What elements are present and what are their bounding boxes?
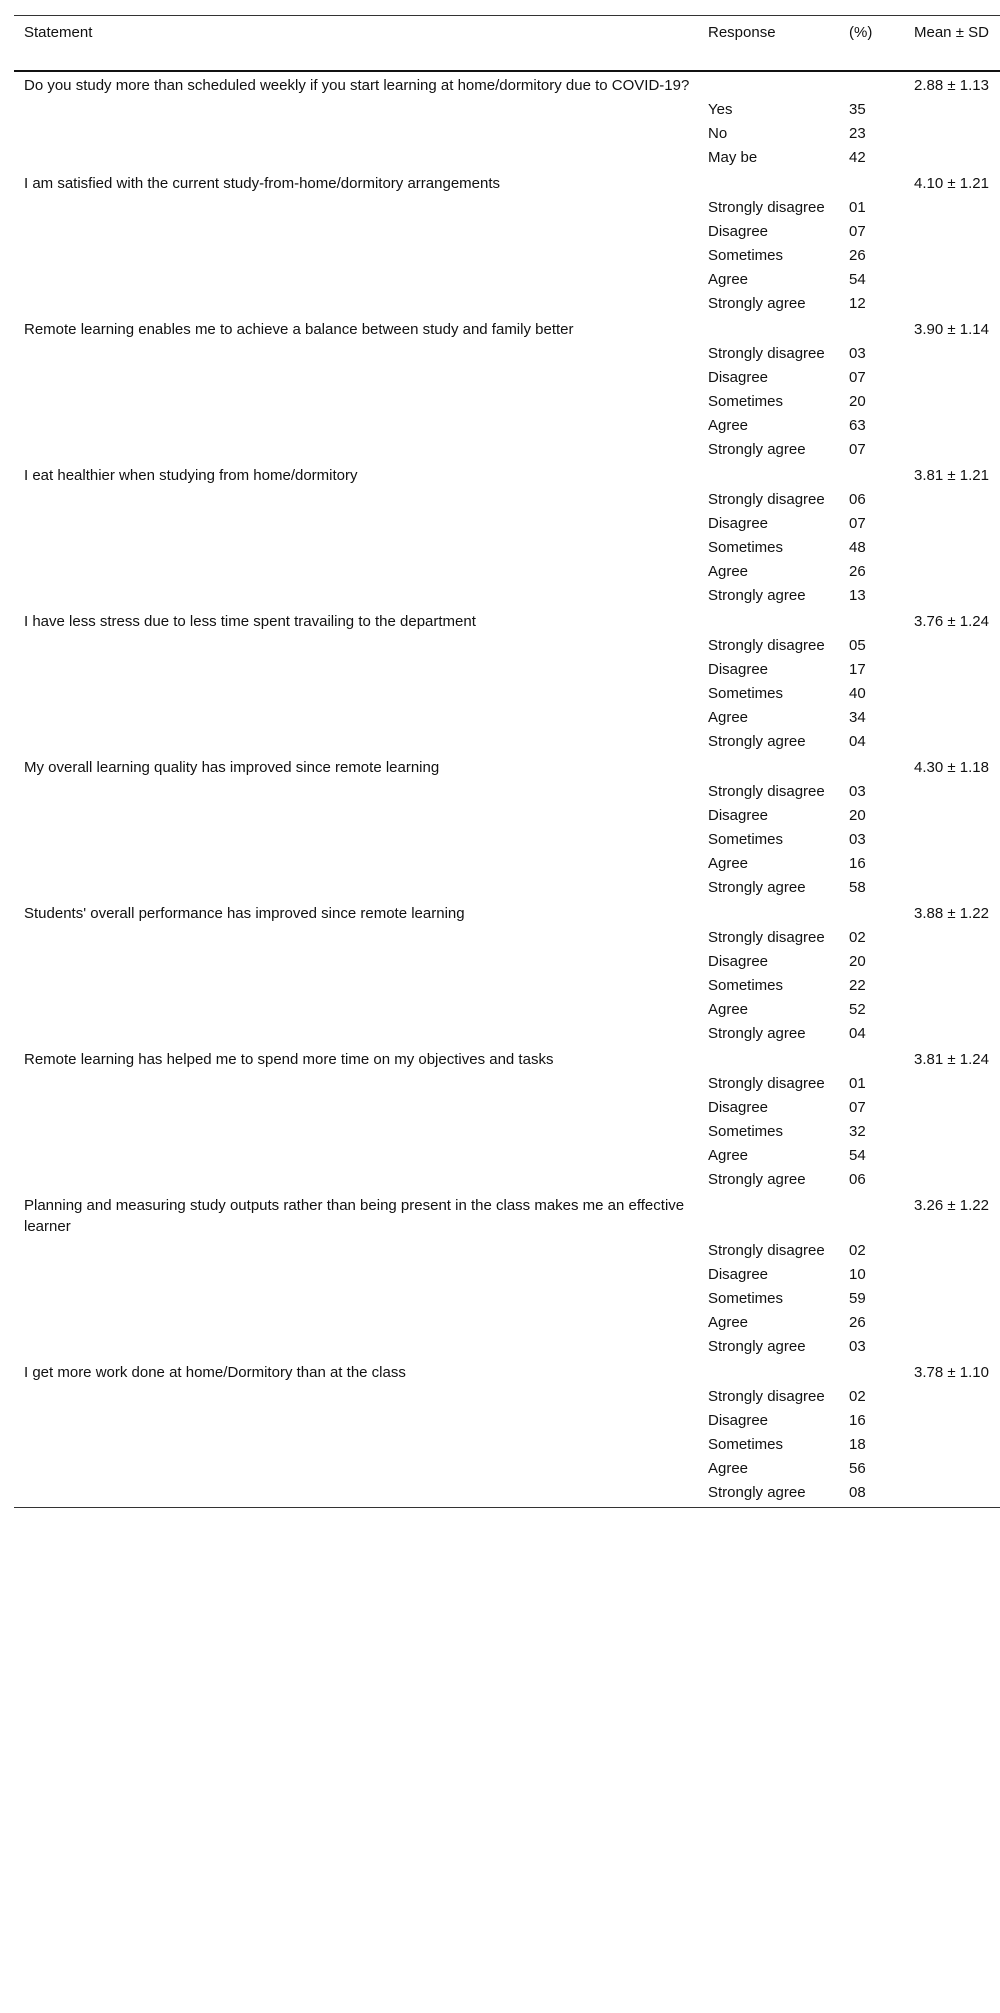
percent-cell-empty xyxy=(839,754,904,780)
statement-cell-empty xyxy=(14,268,698,292)
response-label: Disagree xyxy=(708,953,769,970)
response-percent: 07 xyxy=(849,515,866,532)
response-row xyxy=(14,1311,1000,1335)
statement-cell-empty xyxy=(14,146,698,170)
response-row xyxy=(14,1481,1000,1508)
mean-sd-cell: 3.78 ± 1.10 xyxy=(914,1364,989,1381)
mean-sd-cell-empty xyxy=(904,634,1000,658)
mean-sd-cell-empty xyxy=(904,974,1000,998)
response-row xyxy=(14,342,1000,366)
mean-sd-cell-empty xyxy=(904,1263,1000,1287)
statement-cell-empty xyxy=(14,536,698,560)
statement-cell-empty xyxy=(14,1311,698,1335)
response-label: Sometimes xyxy=(708,1436,784,1453)
response-row xyxy=(14,828,1000,852)
mean-sd-cell-empty xyxy=(904,366,1000,390)
statement-cell: I am satisfied with the current study-from-home/dormitory arrangements xyxy=(24,175,501,192)
response-cell-empty xyxy=(698,1192,839,1239)
mean-sd-cell: 4.10 ± 1.21 xyxy=(914,175,989,192)
response-row xyxy=(14,1120,1000,1144)
mean-sd-cell-empty xyxy=(904,876,1000,900)
response-cell-empty xyxy=(698,1359,839,1385)
response-label: Strongly disagree xyxy=(708,345,825,362)
response-cell-empty xyxy=(698,170,839,196)
statement-cell-empty xyxy=(14,244,698,268)
response-label: Sometimes xyxy=(708,539,784,556)
statement-row xyxy=(14,1359,1000,1385)
response-label: Disagree xyxy=(708,1099,769,1116)
response-label: Strongly disagree xyxy=(708,929,825,946)
response-percent: 04 xyxy=(849,1025,866,1042)
response-row xyxy=(14,682,1000,706)
response-label: Strongly agree xyxy=(708,587,806,604)
mean-sd-cell-empty xyxy=(904,1481,1000,1508)
mean-sd-cell-empty xyxy=(904,98,1000,122)
response-percent: 59 xyxy=(849,1290,866,1307)
response-row xyxy=(14,1385,1000,1409)
statement-cell-empty xyxy=(14,488,698,512)
statement-cell: Students' overall performance has improved since remote learning xyxy=(24,905,465,922)
response-label: Agree xyxy=(708,563,749,580)
statement-cell-empty xyxy=(14,342,698,366)
mean-sd-cell-empty xyxy=(904,1433,1000,1457)
mean-sd-cell-empty xyxy=(904,1144,1000,1168)
mean-sd-cell-empty xyxy=(904,658,1000,682)
response-label: Agree xyxy=(708,1314,749,1331)
mean-sd-cell: 2.88 ± 1.13 xyxy=(914,77,989,94)
response-row xyxy=(14,1287,1000,1311)
mean-sd-cell-empty xyxy=(904,852,1000,876)
statement-cell-empty xyxy=(14,804,698,828)
response-percent: 02 xyxy=(849,929,866,946)
mean-sd-cell-empty xyxy=(904,196,1000,220)
response-label: Sometimes xyxy=(708,1123,784,1140)
response-row xyxy=(14,780,1000,804)
response-percent: 54 xyxy=(849,271,866,288)
response-percent: 52 xyxy=(849,1001,866,1018)
mean-sd-cell-empty xyxy=(904,536,1000,560)
mean-sd-cell-empty xyxy=(904,292,1000,316)
statement-cell-empty xyxy=(14,780,698,804)
response-label: Strongly agree xyxy=(708,1171,806,1188)
table-header xyxy=(14,16,1000,72)
statement-cell-empty xyxy=(14,998,698,1022)
statement-cell-empty xyxy=(14,1239,698,1263)
mean-sd-cell-empty xyxy=(904,512,1000,536)
response-label: Strongly agree xyxy=(708,879,806,896)
statement-cell-empty xyxy=(14,828,698,852)
response-label: Strongly agree xyxy=(708,1484,806,1501)
response-label: Strongly disagree xyxy=(708,783,825,800)
mean-sd-cell-empty xyxy=(904,1239,1000,1263)
response-label: Disagree xyxy=(708,1412,769,1429)
mean-sd-cell-empty xyxy=(904,1096,1000,1120)
survey-results-table xyxy=(14,15,1000,1508)
response-row xyxy=(14,1022,1000,1046)
mean-sd-cell-empty xyxy=(904,414,1000,438)
statement-cell: Planning and measuring study outputs rather than being present in the class makes me an effective learner xyxy=(24,1197,685,1235)
statement-cell-empty xyxy=(14,974,698,998)
response-percent: 12 xyxy=(849,295,866,312)
mean-sd-cell-empty xyxy=(904,706,1000,730)
percent-cell-empty xyxy=(839,1046,904,1072)
response-row xyxy=(14,146,1000,170)
response-row xyxy=(14,488,1000,512)
response-row xyxy=(14,804,1000,828)
mean-sd-cell: 3.88 ± 1.22 xyxy=(914,905,989,922)
statement-row xyxy=(14,1192,1000,1239)
response-percent: 42 xyxy=(849,149,866,166)
statement-cell-empty xyxy=(14,658,698,682)
response-label: Strongly disagree xyxy=(708,1242,825,1259)
response-cell-empty xyxy=(698,608,839,634)
percent-cell-empty xyxy=(839,71,904,98)
statement-cell-empty xyxy=(14,876,698,900)
response-percent: 34 xyxy=(849,709,866,726)
response-row xyxy=(14,730,1000,754)
response-row xyxy=(14,1263,1000,1287)
statement-cell-empty xyxy=(14,1072,698,1096)
response-label: Strongly disagree xyxy=(708,491,825,508)
response-percent: 63 xyxy=(849,417,866,434)
mean-sd-cell: 3.81 ± 1.21 xyxy=(914,467,989,484)
statement-cell-empty xyxy=(14,926,698,950)
response-row xyxy=(14,1239,1000,1263)
statement-cell-empty xyxy=(14,1022,698,1046)
response-row xyxy=(14,1096,1000,1120)
statement-cell: I get more work done at home/Dormitory than at the class xyxy=(24,1364,406,1381)
statement-cell-empty xyxy=(14,1335,698,1359)
statement-row xyxy=(14,316,1000,342)
header-row xyxy=(14,16,1000,72)
statement-cell: Remote learning enables me to achieve a balance between study and family better xyxy=(24,321,574,338)
mean-sd-cell-empty xyxy=(904,560,1000,584)
response-percent: 26 xyxy=(849,247,866,264)
response-row xyxy=(14,706,1000,730)
mean-sd-cell: 3.81 ± 1.24 xyxy=(914,1051,989,1068)
response-row xyxy=(14,1409,1000,1433)
percent-cell-empty xyxy=(839,608,904,634)
response-percent: 17 xyxy=(849,661,866,678)
response-label: Agree xyxy=(708,271,749,288)
statement-cell-empty xyxy=(14,584,698,608)
response-percent: 40 xyxy=(849,685,866,702)
mean-sd-cell-empty xyxy=(904,1311,1000,1335)
response-label: Strongly agree xyxy=(708,441,806,458)
response-percent: 32 xyxy=(849,1123,866,1140)
percent-cell-empty xyxy=(839,170,904,196)
statement-cell-empty xyxy=(14,438,698,462)
response-row xyxy=(14,560,1000,584)
response-cell-empty xyxy=(698,462,839,488)
response-label: Sometimes xyxy=(708,977,784,994)
statement-cell-empty xyxy=(14,1096,698,1120)
statement-cell-empty xyxy=(14,1409,698,1433)
percent-cell-empty xyxy=(839,900,904,926)
response-row xyxy=(14,1168,1000,1192)
statement-cell-empty xyxy=(14,1385,698,1409)
response-row xyxy=(14,950,1000,974)
response-row xyxy=(14,512,1000,536)
statement-row xyxy=(14,754,1000,780)
response-label: Sometimes xyxy=(708,393,784,410)
response-label: Disagree xyxy=(708,369,769,386)
mean-sd-cell-empty xyxy=(904,488,1000,512)
response-label: No xyxy=(708,125,728,142)
mean-sd-cell-empty xyxy=(904,220,1000,244)
percent-cell-empty xyxy=(839,1192,904,1239)
response-percent: 02 xyxy=(849,1388,866,1405)
response-percent: 01 xyxy=(849,199,866,216)
mean-sd-cell: 3.76 ± 1.24 xyxy=(914,613,989,630)
response-label: Yes xyxy=(708,101,733,118)
percent-cell-empty xyxy=(839,316,904,342)
response-label: Agree xyxy=(708,1001,749,1018)
statement-cell-empty xyxy=(14,560,698,584)
statement-cell: Do you study more than scheduled weekly if you start learning at home/dormitory due to COVID-19? xyxy=(24,77,690,94)
response-percent: 03 xyxy=(849,345,866,362)
mean-sd-cell-empty xyxy=(904,1457,1000,1481)
response-percent: 13 xyxy=(849,587,866,604)
statement-cell-empty xyxy=(14,292,698,316)
mean-sd-cell-empty xyxy=(904,950,1000,974)
mean-sd-cell-empty xyxy=(904,998,1000,1022)
response-label: Strongly agree xyxy=(708,295,806,312)
mean-sd-cell-empty xyxy=(904,1409,1000,1433)
mean-sd-cell-empty xyxy=(904,390,1000,414)
response-label: Disagree xyxy=(708,807,769,824)
statement-row xyxy=(14,170,1000,196)
response-row xyxy=(14,876,1000,900)
response-percent: 20 xyxy=(849,953,866,970)
response-row xyxy=(14,998,1000,1022)
table-body xyxy=(14,71,1000,1508)
response-label: Agree xyxy=(708,417,749,434)
statement-row xyxy=(14,900,1000,926)
response-row xyxy=(14,98,1000,122)
response-percent: 03 xyxy=(849,783,866,800)
response-percent: 03 xyxy=(849,831,866,848)
statement-row xyxy=(14,608,1000,634)
mean-sd-cell-empty xyxy=(904,1072,1000,1096)
response-row xyxy=(14,1433,1000,1457)
response-label: Agree xyxy=(708,709,749,726)
response-percent: 08 xyxy=(849,1484,866,1501)
response-percent: 07 xyxy=(849,441,866,458)
statement-cell-empty xyxy=(14,414,698,438)
response-percent: 07 xyxy=(849,1099,866,1116)
response-label: Strongly agree xyxy=(708,1025,806,1042)
statement-cell-empty xyxy=(14,706,698,730)
response-percent: 06 xyxy=(849,1171,866,1188)
response-row xyxy=(14,122,1000,146)
mean-sd-cell-empty xyxy=(904,926,1000,950)
response-percent: 20 xyxy=(849,393,866,410)
mean-sd-cell-empty xyxy=(904,268,1000,292)
statement-cell: I have less stress due to less time spent travailing to the department xyxy=(24,613,476,630)
statement-cell-empty xyxy=(14,852,698,876)
mean-sd-cell-empty xyxy=(904,804,1000,828)
response-row xyxy=(14,1144,1000,1168)
response-row xyxy=(14,536,1000,560)
survey-table-container xyxy=(14,15,1000,1508)
mean-sd-cell-empty xyxy=(904,1287,1000,1311)
mean-sd-cell-empty xyxy=(904,1168,1000,1192)
response-row xyxy=(14,292,1000,316)
statement-cell: Remote learning has helped me to spend more time on my objectives and tasks xyxy=(24,1051,554,1068)
response-row xyxy=(14,196,1000,220)
statement-cell: I eat healthier when studying from home/dormitory xyxy=(24,467,358,484)
statement-cell-empty xyxy=(14,1433,698,1457)
response-row xyxy=(14,852,1000,876)
response-percent: 35 xyxy=(849,101,866,118)
mean-sd-cell-empty xyxy=(904,342,1000,366)
response-row xyxy=(14,926,1000,950)
statement-cell-empty xyxy=(14,682,698,706)
response-label: Strongly disagree xyxy=(708,199,825,216)
response-row xyxy=(14,414,1000,438)
response-percent: 16 xyxy=(849,855,866,872)
response-row xyxy=(14,390,1000,414)
response-percent: 02 xyxy=(849,1242,866,1259)
response-row xyxy=(14,244,1000,268)
response-cell-empty xyxy=(698,754,839,780)
response-label: Agree xyxy=(708,1147,749,1164)
statement-cell-empty xyxy=(14,1457,698,1481)
response-label: Strongly agree xyxy=(708,733,806,750)
response-row xyxy=(14,584,1000,608)
statement-cell-empty xyxy=(14,98,698,122)
response-percent: 23 xyxy=(849,125,866,142)
response-label: Sometimes xyxy=(708,685,784,702)
response-percent: 07 xyxy=(849,223,866,240)
response-percent: 01 xyxy=(849,1075,866,1092)
statement-cell-empty xyxy=(14,634,698,658)
response-label: Sometimes xyxy=(708,831,784,848)
response-percent: 16 xyxy=(849,1412,866,1429)
mean-sd-cell-empty xyxy=(904,1335,1000,1359)
response-label: Disagree xyxy=(708,1266,769,1283)
response-label: Agree xyxy=(708,855,749,872)
response-row xyxy=(14,634,1000,658)
percent-cell-empty xyxy=(839,462,904,488)
mean-sd-cell-empty xyxy=(904,828,1000,852)
response-label: Sometimes xyxy=(708,1290,784,1307)
mean-sd-cell-empty xyxy=(904,584,1000,608)
statement-cell: My overall learning quality has improved since remote learning xyxy=(24,759,440,776)
response-row xyxy=(14,974,1000,998)
response-percent: 58 xyxy=(849,879,866,896)
response-cell-empty xyxy=(698,71,839,98)
mean-sd-cell-empty xyxy=(904,780,1000,804)
statement-cell-empty xyxy=(14,366,698,390)
response-percent: 06 xyxy=(849,491,866,508)
response-label: Agree xyxy=(708,1460,749,1477)
statement-row xyxy=(14,1046,1000,1072)
mean-sd-cell-empty xyxy=(904,122,1000,146)
statement-cell-empty xyxy=(14,196,698,220)
response-row xyxy=(14,658,1000,682)
response-label: Disagree xyxy=(708,223,769,240)
response-percent: 20 xyxy=(849,807,866,824)
header-statement: Statement xyxy=(24,24,93,41)
response-percent: 56 xyxy=(849,1460,866,1477)
statement-row xyxy=(14,462,1000,488)
header-response: Response xyxy=(708,24,776,41)
response-percent: 07 xyxy=(849,369,866,386)
response-label: Strongly agree xyxy=(708,1338,806,1355)
response-percent: 22 xyxy=(849,977,866,994)
response-row xyxy=(14,268,1000,292)
mean-sd-cell-empty xyxy=(904,146,1000,170)
statement-cell-empty xyxy=(14,122,698,146)
mean-sd-cell-empty xyxy=(904,682,1000,706)
response-cell-empty xyxy=(698,900,839,926)
response-label: Disagree xyxy=(708,661,769,678)
statement-cell-empty xyxy=(14,1144,698,1168)
mean-sd-cell: 3.26 ± 1.22 xyxy=(914,1197,989,1214)
mean-sd-cell-empty xyxy=(904,1120,1000,1144)
response-row xyxy=(14,1072,1000,1096)
statement-cell-empty xyxy=(14,220,698,244)
statement-cell-empty xyxy=(14,390,698,414)
mean-sd-cell-empty xyxy=(904,244,1000,268)
response-percent: 05 xyxy=(849,637,866,654)
statement-cell-empty xyxy=(14,1287,698,1311)
statement-cell-empty xyxy=(14,1120,698,1144)
statement-row xyxy=(14,71,1000,98)
header-mean-sd: Mean ± SD xyxy=(914,24,989,41)
statement-cell-empty xyxy=(14,512,698,536)
statement-cell-empty xyxy=(14,1481,698,1508)
statement-cell-empty xyxy=(14,950,698,974)
header-percent: (%) xyxy=(849,24,873,41)
statement-cell-empty xyxy=(14,1168,698,1192)
response-cell-empty xyxy=(698,1046,839,1072)
response-label: Strongly disagree xyxy=(708,1388,825,1405)
response-percent: 26 xyxy=(849,1314,866,1331)
response-cell-empty xyxy=(698,316,839,342)
mean-sd-cell-empty xyxy=(904,1022,1000,1046)
response-percent: 18 xyxy=(849,1436,866,1453)
mean-sd-cell: 4.30 ± 1.18 xyxy=(914,759,989,776)
response-label: Sometimes xyxy=(708,247,784,264)
response-row xyxy=(14,1335,1000,1359)
response-percent: 03 xyxy=(849,1338,866,1355)
response-percent: 04 xyxy=(849,733,866,750)
statement-cell-empty xyxy=(14,1263,698,1287)
mean-sd-cell: 3.90 ± 1.14 xyxy=(914,321,989,338)
response-row xyxy=(14,366,1000,390)
statement-cell-empty xyxy=(14,730,698,754)
response-percent: 10 xyxy=(849,1266,866,1283)
mean-sd-cell-empty xyxy=(904,1385,1000,1409)
response-percent: 48 xyxy=(849,539,866,556)
response-row xyxy=(14,1457,1000,1481)
percent-cell-empty xyxy=(839,1359,904,1385)
response-percent: 54 xyxy=(849,1147,866,1164)
response-label: Strongly disagree xyxy=(708,1075,825,1092)
response-label: May be xyxy=(708,149,758,166)
response-percent: 26 xyxy=(849,563,866,580)
response-label: Strongly disagree xyxy=(708,637,825,654)
response-row xyxy=(14,220,1000,244)
response-row xyxy=(14,438,1000,462)
response-label: Disagree xyxy=(708,515,769,532)
mean-sd-cell-empty xyxy=(904,730,1000,754)
mean-sd-cell-empty xyxy=(904,438,1000,462)
